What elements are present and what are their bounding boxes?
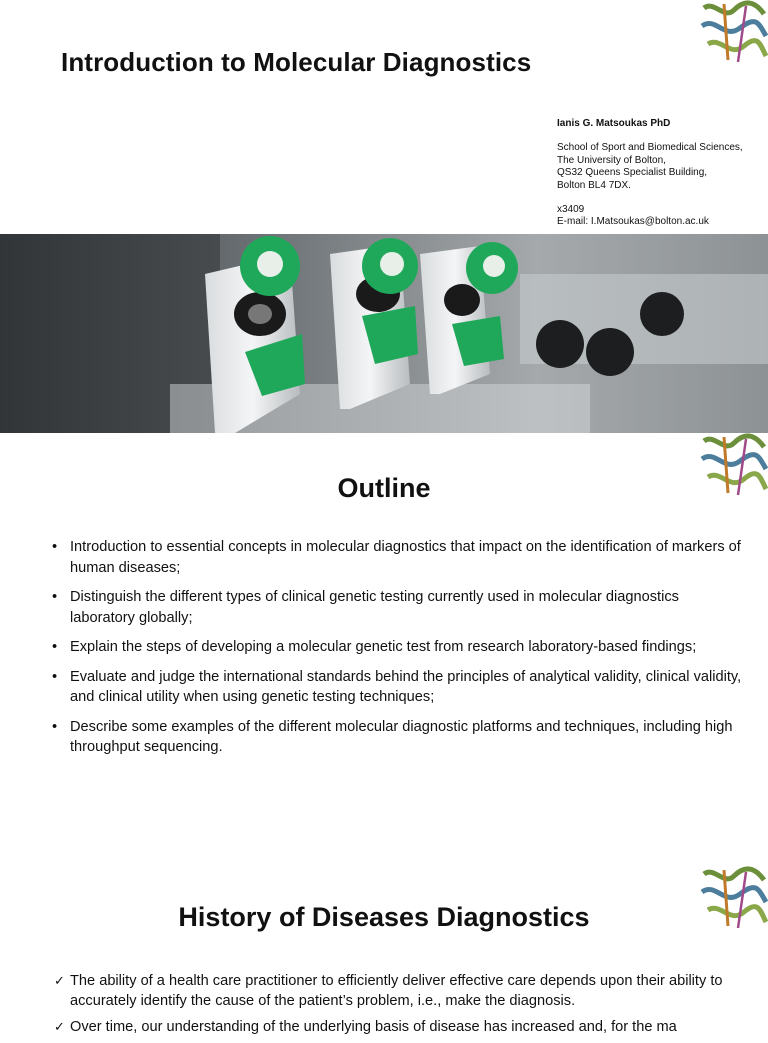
list-item-text: Over time, our understanding of the underlying basis of disease has increased and, for the ma bbox=[70, 1019, 677, 1035]
outline-list bbox=[52, 537, 742, 767]
slide-history bbox=[0, 866, 768, 1035]
address-line: The University of Bolton, bbox=[557, 154, 666, 166]
list-item bbox=[52, 537, 742, 578]
pipettes-photo bbox=[0, 234, 768, 433]
address-line: School of Sport and Biomedical Sciences, bbox=[557, 142, 743, 154]
list-item bbox=[54, 1017, 744, 1037]
outline-heading: Outline bbox=[337, 473, 431, 503]
list-item-text: Introduction to essential concepts in molecular diagnostics that impact on the identification of markers of human diseases; bbox=[70, 539, 741, 576]
address-line: Bolton BL4 7DX. bbox=[557, 179, 631, 191]
slide-title-heading: Introduction to Molecular Diagnostics bbox=[61, 47, 532, 77]
list-item bbox=[52, 587, 742, 628]
author-name: Ianis G. Matsoukas PhD bbox=[557, 118, 671, 129]
list-item-text: Explain the steps of developing a molecular genetic test from research laboratory-based findings; bbox=[70, 639, 697, 655]
address-line: QS32 Queens Specialist Building, bbox=[557, 167, 708, 179]
checkmark-icon: ✓ bbox=[54, 1019, 65, 1034]
slide-outline bbox=[0, 433, 768, 866]
list-item-text: The ability of a health care practitioner to efficiently deliver effective care depends upon their ability to accurately identify the cause of the patient’s problem, i.e., make the diagnosis. bbox=[70, 973, 723, 1009]
bullet-icon: • bbox=[52, 668, 58, 685]
author-block bbox=[557, 118, 762, 229]
author-address bbox=[557, 142, 762, 192]
list-item-text: Describe some examples of the different molecular diagnostic platforms and techniques, including high throughput sequencing. bbox=[70, 718, 733, 755]
list-item bbox=[54, 971, 744, 1011]
slide-title bbox=[0, 0, 768, 433]
bullet-icon: • bbox=[52, 589, 58, 605]
bullet-icon: • bbox=[52, 718, 58, 735]
history-heading: History of Diseases Diagnostics bbox=[178, 902, 590, 932]
history-list bbox=[54, 971, 744, 1043]
list-item bbox=[52, 667, 742, 708]
list-item-text: Evaluate and judge the international standards behind the principles of analytical validity, clinical validity, and clinical utility when using genetic testing techniques; bbox=[70, 668, 742, 705]
protein-ribbon-icon bbox=[694, 0, 768, 66]
list-item bbox=[52, 717, 742, 758]
author-extension: x3409 bbox=[557, 204, 585, 216]
author-email: E-mail: I.Matsoukas@bolton.ac.uk bbox=[557, 216, 709, 228]
bullet-icon: • bbox=[52, 639, 58, 655]
list-item bbox=[52, 637, 742, 658]
list-item-text: Distinguish the different types of clinical genetic testing currently used in molecular diagnostics laboratory globally; bbox=[70, 589, 679, 626]
checkmark-icon: ✓ bbox=[54, 973, 65, 988]
bullet-icon: • bbox=[52, 539, 58, 555]
